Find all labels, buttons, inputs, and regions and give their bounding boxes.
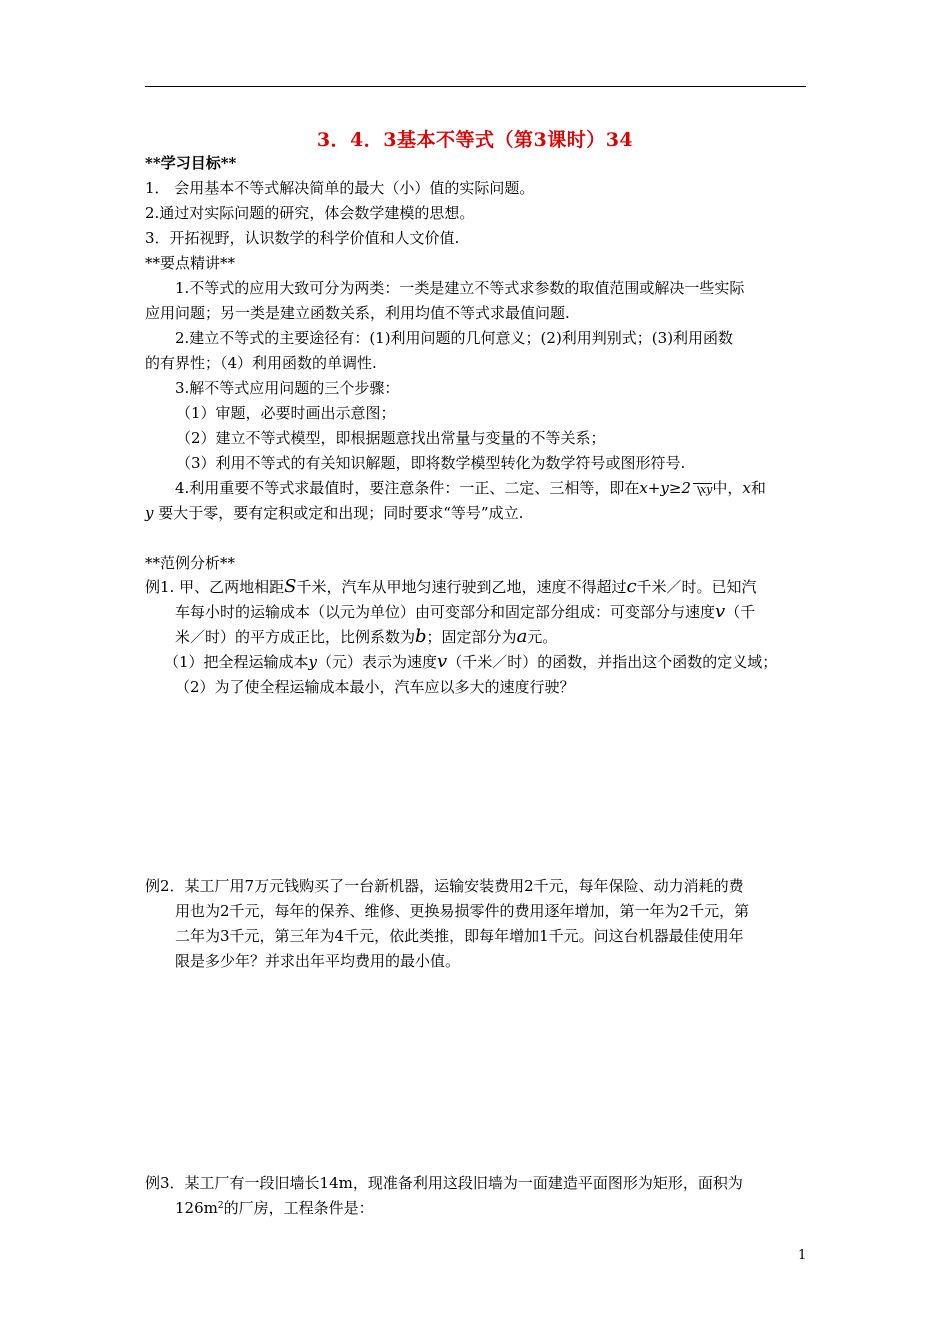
ex1-text-g: ；固定部分为: [426, 628, 517, 646]
ex1-text-b: 千米，汽车从甲地匀速行驶到乙地，速度不得超过: [296, 578, 627, 596]
ex1-text-d: 车每小时的运输成本（以元为单位）由可变部分和固定部分组成：可变部分与速度: [175, 603, 716, 621]
example-3-line-2: [175, 1198, 374, 1218]
var-x: x: [742, 479, 751, 497]
keypoint-3: 3.解不等式应用问题的三个步骤：: [175, 379, 400, 397]
ex1-q1-text-c: （千米／时）的函数，并指出这个函数的定义域；: [447, 653, 778, 671]
keypoint-4-line-1: [175, 478, 766, 498]
var-v: v: [715, 601, 726, 622]
step-3: （3）利用不等式的有关知识解题，即将数学模型转化为数学符号或图形符号.: [176, 454, 686, 472]
ex1-text-h: 元。: [527, 628, 558, 646]
keypoint-4-text-a: 4.利用重要不等式求最值时，要注意条件：一正、二定、三相等，即在: [175, 479, 640, 497]
var-b: b: [415, 626, 427, 647]
ex1-text-c: 千米／时。已知汽: [636, 578, 757, 596]
page-number: 1: [798, 1248, 807, 1263]
keypoint-1-line-2: 应用问题；另一类是建立函数关系，利用均值不等式求最值问题.: [145, 304, 570, 322]
var-y-cost: y: [308, 653, 318, 671]
ex1-text-f: 米／时）的平方成正比，比例系数为: [175, 628, 416, 646]
keypoint-1-line-1: 1.不等式的应用大致可分为两类：一类是建立不等式求参数的取值范围或解决一些实际: [175, 279, 745, 297]
example-1-line-1: [145, 577, 757, 597]
var-a: a: [516, 626, 528, 647]
example-1-question-2: （2）为了使全程运输成本最小，汽车应以多大的速度行驶？: [175, 678, 575, 696]
page-title: 3．4．3基本不等式（第3课时）34: [316, 129, 634, 151]
var-y: y: [145, 504, 154, 522]
example-2-line-2: 用也为2千元，每年的保养、维修、更换易损零件的费用逐年增加，第一年为2千元，第: [175, 902, 750, 920]
keypoint-4-text-b: 中，: [712, 479, 743, 497]
example-3-line-1: 例3．某工厂有一段旧墙长14m，现准备利用这段旧墙为一面建造平面图形为矩形，面积为: [145, 1174, 743, 1192]
example-1-question-1: [164, 652, 777, 672]
example-2-line-4: 限是多少年？并求出年平均费用的最小值。: [175, 952, 461, 970]
var-v-speed: v: [437, 651, 448, 672]
keypoint-2-line-2: 的有界性；（4）利用函数的单调性.: [145, 354, 377, 372]
objective-item-1: 1． 会用基本不等式解决简单的最大（小）值的实际问题。: [145, 179, 535, 197]
ex1-text-e: （千: [725, 603, 756, 621]
keypoint-4-text-d: 要大于零，要有定积或定和出现；同时要求“等号”成立.: [158, 504, 524, 522]
ex3-area-value: 126m: [175, 1199, 218, 1217]
var-c: c: [626, 576, 637, 597]
example-1-line-2: [175, 602, 755, 622]
inequality-formula: x+y≥2: [639, 479, 691, 497]
examples-heading: **范例分析**: [145, 554, 236, 572]
ex1-q1-text-a: （1）把全程运输成本: [164, 653, 309, 671]
objective-item-3: 3．开拓视野，认识数学的科学价值和人文价值.: [145, 229, 460, 247]
step-2: （2）建立不等式模型，即根据题意找出常量与变量的不等关系；: [176, 429, 606, 447]
sqrt-xy: xy: [693, 483, 712, 496]
var-s: S: [284, 576, 297, 597]
example-2-line-3: 二年为3千元，第三年为4千元，依此类推，即每年增加1千元。问这台机器最佳使用年: [175, 927, 744, 945]
header-rule: [145, 86, 806, 87]
ex1-text-a: 例1. 甲、乙两地相距: [145, 578, 285, 596]
step-1: （1）审题，必要时画出示意图；: [176, 404, 396, 422]
keypoint-4-line-2: [145, 503, 523, 523]
objective-item-2: 2.通过对实际问题的研究，体会数学建模的思想。: [145, 204, 475, 222]
keypoint-4-text-c: 和: [750, 479, 766, 497]
example-2-line-1: 例2．某工厂用7万元钱购买了一台新机器，运输安装费用2千元，每年保险、动力消耗的费: [145, 877, 744, 895]
example-1-line-3: [175, 627, 557, 647]
objectives-heading: **学习目标**: [145, 154, 237, 172]
ex3-area-exponent: 2: [217, 1201, 224, 1211]
keypoints-heading: **要点精讲**: [145, 254, 236, 272]
ex1-q1-text-b: （元）表示为速度: [317, 653, 438, 671]
keypoint-2-line-1: 2.建立不等式的主要途径有：(1)利用问题的几何意义；(2)利用判别式；(3)利用函数: [175, 329, 734, 347]
ex3-text-b: 的厂房，工程条件是：: [223, 1199, 374, 1217]
